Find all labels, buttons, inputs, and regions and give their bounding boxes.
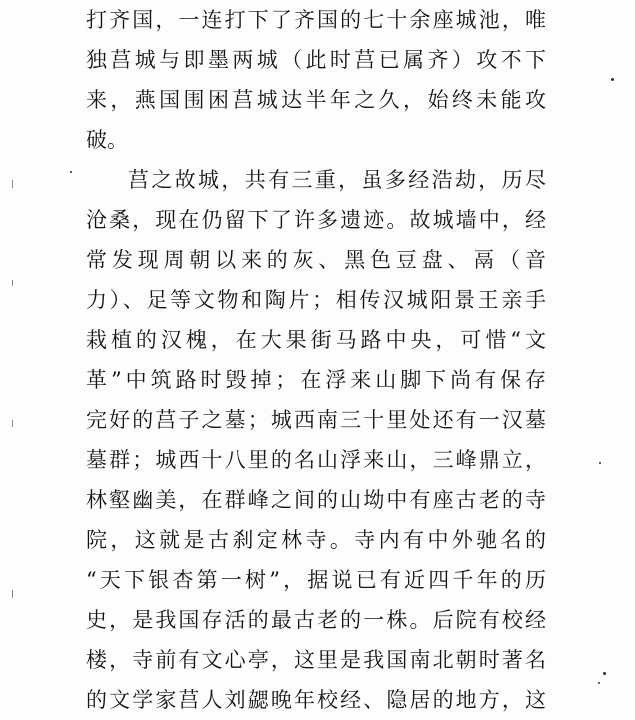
text-line: 栽植的汉槐，在大果街马路中央，可惜“文: [86, 328, 546, 352]
text-line: 来，燕国围困莒城达半年之久，始终未能攻: [86, 88, 546, 112]
text-line: 楼，寺前有文心亭，这里是我国南北朝时著名: [86, 648, 546, 672]
text-line: 完好的莒子之墓；城西南三十里处还有一汉墓: [86, 408, 546, 432]
paragraph-first-line: 莒之故城，共有三重，虽多经浩劫，历尽: [128, 168, 546, 192]
scan-speck: [599, 462, 601, 464]
scan-speck: [603, 672, 606, 675]
scan-mark: [12, 180, 13, 188]
text-line: 林壑幽美，在群峰之间的山坳中有座古老的寺: [86, 488, 546, 512]
text-line: 院，这就是古刹定林寺。寺内有中外驰名的: [86, 528, 546, 552]
text-line: 革”中筑路时毁掉；在浮来山脚下尚有保存: [86, 368, 546, 392]
scan-mark: [12, 280, 13, 286]
text-line: 常发现周朝以来的灰、黑色豆盘、鬲（音: [86, 248, 546, 272]
text-line: 的文学家莒人刘勰晚年校经、隐居的地方，这: [86, 688, 546, 712]
text-line: 力）、足等文物和陶片；相传汉城阳景王亲手: [86, 288, 546, 312]
scan-mark: [12, 590, 13, 598]
scan-speck: [611, 78, 614, 81]
text-line: 打齐国，一连打下了齐国的七十余座城池，唯: [86, 8, 546, 32]
text-line: 史，是我国存活的最古老的一株。后院有校经: [86, 608, 546, 632]
text-line: “天下银杏第一树”，据说已有近四千年的历: [86, 568, 546, 592]
scan-speck: [70, 171, 72, 173]
text-line: 破。: [86, 128, 128, 152]
scan-speck: [598, 682, 600, 684]
scan-mark: [12, 420, 13, 427]
text-line: 沧桑，现在仍留下了许多遗迹。故城墙中，经: [86, 208, 546, 232]
text-line: 独莒城与即墨两城（此时莒已属齐）攻不下: [86, 48, 546, 72]
text-line: 墓群；城西十八里的名山浮来山，三峰鼎立，: [86, 448, 546, 472]
